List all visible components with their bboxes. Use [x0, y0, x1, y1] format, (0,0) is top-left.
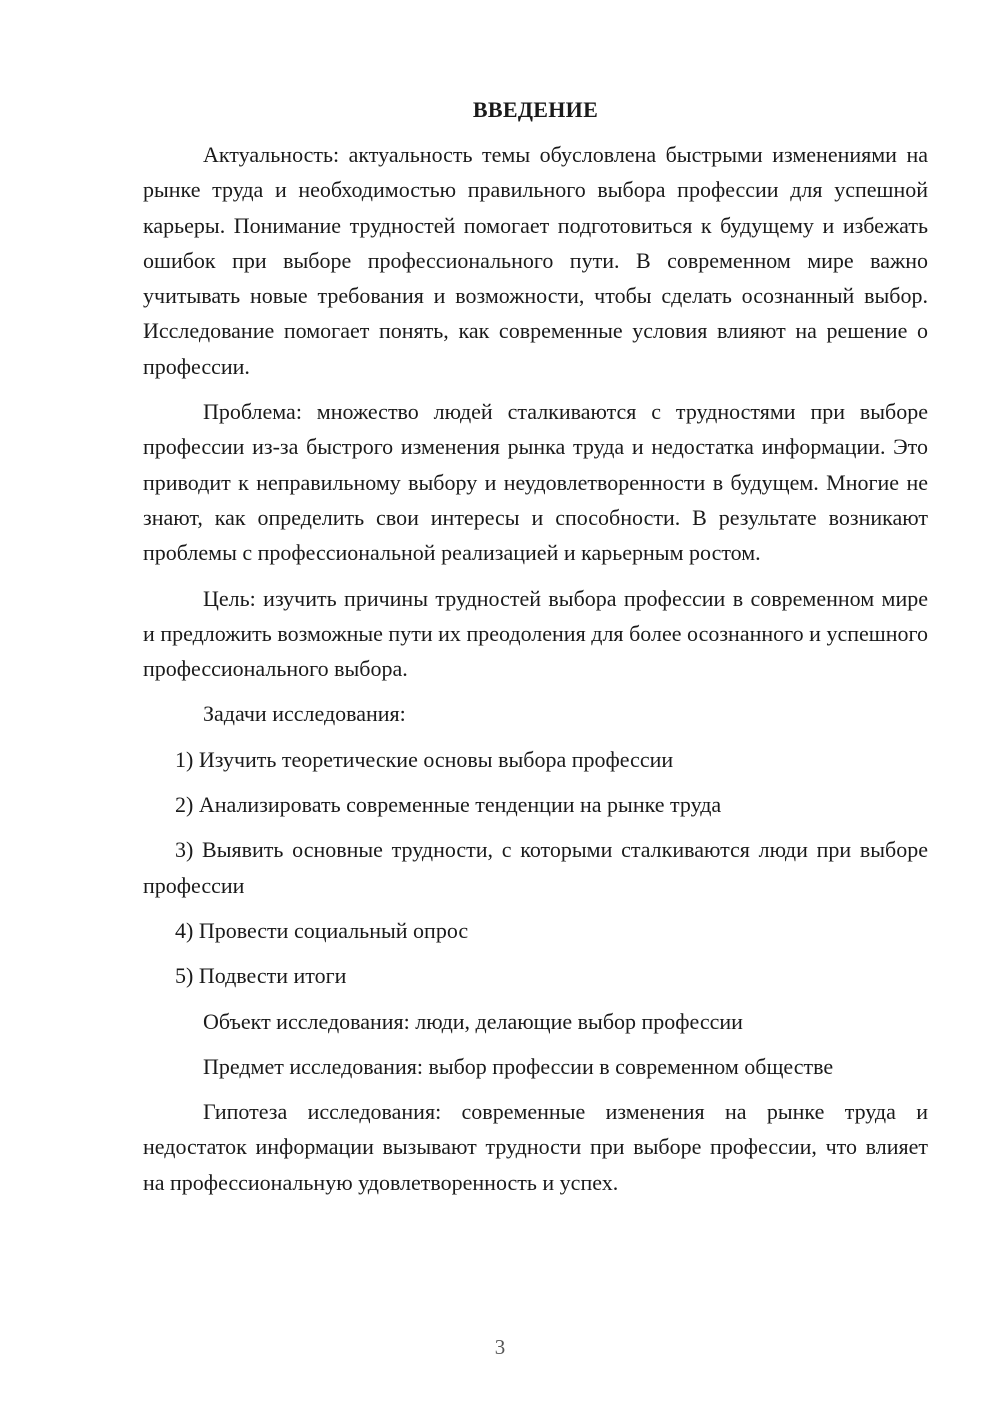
page-number: 3: [494, 1335, 506, 1359]
task-item-3: 3) Выявить основные трудности, с которыми сталкиваются люди при выборе профессии: [143, 837, 928, 898]
research-object: Объект исследования: люди, делающие выбор профессии: [203, 1008, 743, 1034]
research-hypothesis: Гипотеза исследования: современные изменения на рынке труда и недостаток информации вызывают трудности при выборе профессии, что влияет на профессиональную удовлетворенность и успех.: [143, 1099, 928, 1195]
document-page: [143, 92, 928, 1210]
task-item-5: 5) Подвести итоги: [175, 963, 347, 989]
page-title: ВВЕДЕНИЕ: [472, 97, 599, 122]
task-item-2: 2) Анализировать современные тенденции на рынке труда: [175, 792, 722, 818]
paragraph-goal: Цель: изучить причины трудностей выбора профессии в современном мире и предложить возможные пути их преодоления для более осознанного и успешного профессионального выбора.: [143, 585, 928, 682]
task-item-1: 1) Изучить теоретические основы выбора профессии: [175, 746, 674, 772]
tasks-heading: Задачи исследования:: [203, 701, 406, 727]
paragraph-relevance: Актуальность: актуальность темы обусловлена быстрыми изменениями на рынке труда и необходимостью правильного выбора профессии для успешной карьеры. Понимание трудностей помогает подготовиться к будущему и избежать ошибок при выборе профессионального пути. В современном мире важно учитывать новые требования и возможности, чтобы сделать осознанный выбор. Исследование помогает понять, как современные условия влияют на решение о профессии.: [143, 142, 928, 379]
paragraph-problem: Проблема: множество людей сталкиваются с трудностями при выборе профессии из-за быстрого изменения рынка труда и недостатка информации. Это приводит к неправильному выбору и неудовлетворенности в будущем. Многие не знают, как определить свои интересы и способности. В результате возникают проблемы с профессиональной реализацией и карьерным ростом.: [143, 399, 928, 566]
research-subject: Предмет исследования: выбор профессии в современном обществе: [203, 1053, 834, 1079]
task-item-4: 4) Провести социальный опрос: [175, 917, 469, 943]
